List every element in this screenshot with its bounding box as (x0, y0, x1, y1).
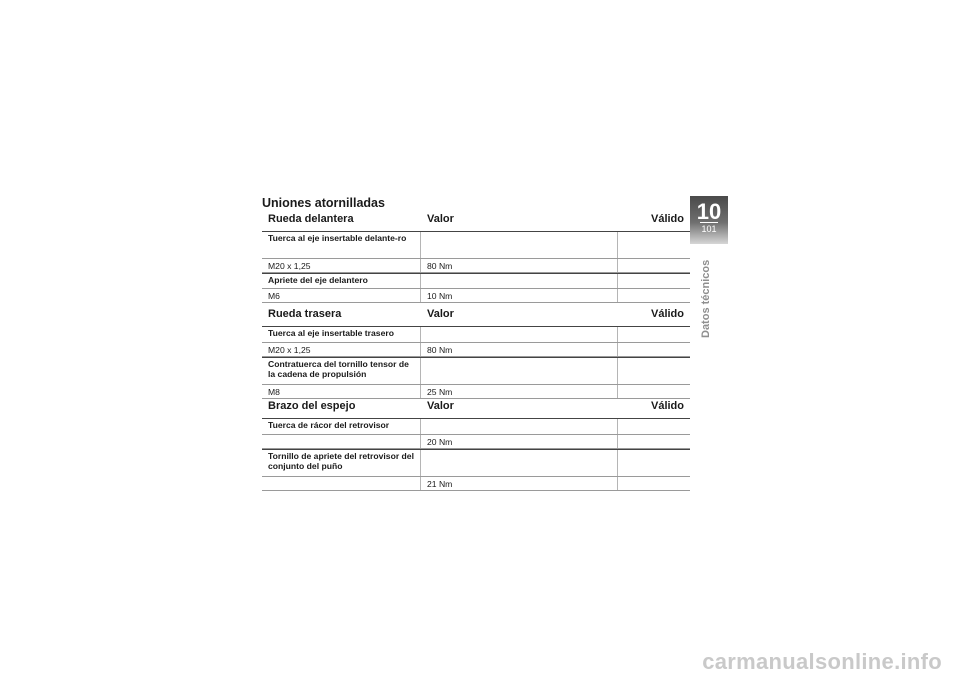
section-title: Uniones atornilladas (262, 196, 385, 210)
header-valid: Válido (650, 400, 684, 412)
header-component: Rueda trasera (268, 308, 342, 320)
table-row (262, 232, 690, 259)
table-row (262, 477, 690, 491)
front-wheel-table (262, 209, 690, 303)
mirror-arm-table (262, 396, 690, 491)
row-key: Tornillo de apriete del retrovisor del conjunto del puño (268, 451, 414, 471)
table-row (262, 435, 690, 449)
row-key: Apriete del eje delantero (268, 275, 368, 285)
table-row (262, 357, 690, 385)
table-row (262, 289, 690, 303)
chapter-number: 10 (696, 199, 722, 224)
row-key: Tuerca de rácor del retrovisor (268, 420, 390, 430)
chapter-tab (690, 196, 728, 244)
table-header (262, 209, 690, 232)
table-row (262, 327, 690, 343)
row-value: 80 Nm (427, 261, 453, 271)
chapter-label: Datos técnicos (700, 259, 712, 338)
header-component: Rueda delantera (268, 213, 354, 225)
row-key: M20 x 1,25 (268, 261, 311, 271)
table-row (262, 449, 690, 477)
row-value: 80 Nm (427, 345, 453, 355)
header-component: Brazo del espejo (268, 400, 356, 412)
header-valid: Válido (650, 308, 684, 320)
row-key (268, 477, 418, 490)
row-key: Tuerca al eje insertable delante-ro (268, 233, 407, 243)
row-key (268, 435, 418, 448)
row-key: M6 (268, 291, 280, 301)
header-valid: Válido (650, 213, 684, 225)
header-value: Valor (427, 400, 454, 412)
row-key: Tuerca al eje insertable trasero (268, 328, 394, 338)
table-row (262, 273, 690, 289)
table-row (262, 343, 690, 357)
header-value: Valor (427, 308, 454, 320)
watermark: carmanualsonline.info (702, 649, 942, 674)
row-value: 10 Nm (427, 291, 453, 301)
table-row (262, 259, 690, 273)
table-row (262, 419, 690, 435)
row-key: M8 (268, 387, 280, 397)
chapter-divider (700, 222, 718, 223)
row-value: 20 Nm (427, 437, 453, 447)
row-key: Contratuerca del tornillo tensor de la cadena de propulsión (268, 359, 409, 379)
rear-wheel-table (262, 304, 690, 399)
table-header (262, 304, 690, 327)
header-value: Valor (427, 213, 454, 225)
row-value: 21 Nm (427, 479, 453, 489)
table-header (262, 396, 690, 419)
page-number: 101 (701, 224, 717, 234)
row-key: M20 x 1,25 (268, 345, 311, 355)
row-value: 25 Nm (427, 387, 453, 397)
